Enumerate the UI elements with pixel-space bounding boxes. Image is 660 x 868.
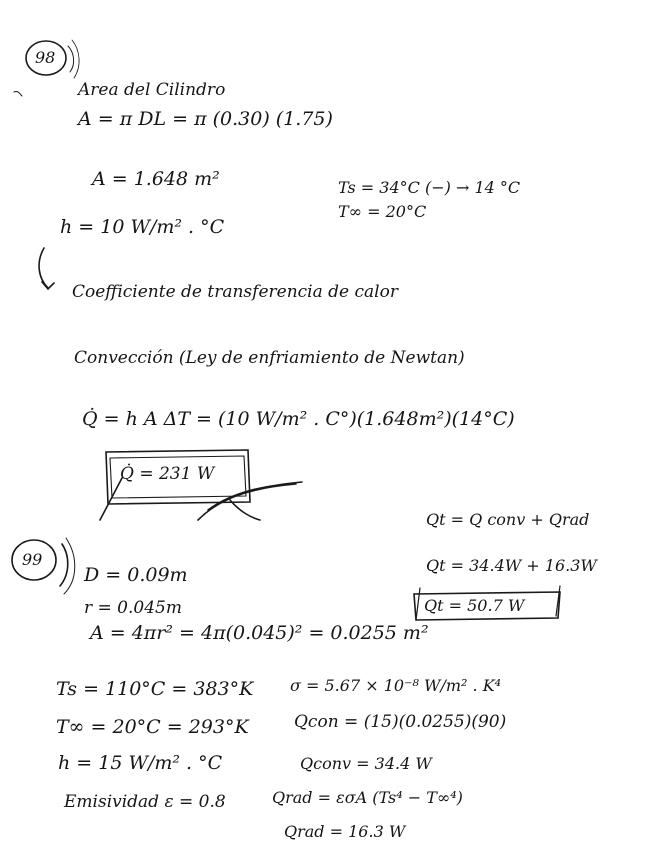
- q-result-98: Q̇ = 231 W: [120, 464, 215, 484]
- d-line: D = 0.09m: [84, 564, 188, 586]
- area-line-99: A = 4πr² = 4π(0.045)² = 0.0255 m²: [90, 622, 429, 644]
- area-formula: A = π DL = π (0.30) (1.75): [78, 108, 333, 130]
- h-line-98: h = 10 W/m² . °C: [60, 216, 225, 238]
- area-result: A = 1.648 m²: [92, 168, 220, 190]
- qcon-line: Qcon = (15)(0.0255)(90): [294, 712, 507, 732]
- tinf-line-98: T∞ = 20°C: [338, 202, 427, 221]
- convection-label: Convección (Ley de enfriamiento de Newtan): [74, 348, 465, 368]
- qconv-line: Qconv = 34.4 W: [300, 754, 432, 773]
- coef-label: Coefficiente de transferencia de calor: [72, 282, 398, 302]
- qt-formula: Qt = Q conv + Qrad: [426, 510, 590, 529]
- r-line: r = 0.045m: [84, 598, 182, 618]
- qt-result: Qt = 50.7 W: [424, 596, 525, 615]
- coef-arrow: [39, 248, 54, 289]
- emisividad-line: Emisividad ε = 0.8: [64, 792, 226, 812]
- tinf-line-99: T∞ = 20°C = 293°K: [56, 716, 249, 738]
- h-line-99: h = 15 W/m² . °C: [58, 752, 223, 774]
- qrad-formula: Qrad = εσA (Ts⁴ − T∞⁴): [272, 788, 463, 807]
- ts-line-99: Ts = 110°C = 383°K: [56, 678, 254, 700]
- problem-98-number: 98: [35, 48, 56, 67]
- ts-line-98: Ts = 34°C (−) → 14 °C: [338, 178, 521, 197]
- qrad-result: Qrad = 16.3 W: [284, 822, 406, 841]
- sigma-line: σ = 5.67 × 10⁻⁸ W/m² . K⁴: [290, 676, 502, 695]
- qt-values: Qt = 34.4W + 16.3W: [426, 556, 597, 575]
- problem-99-number: 99: [22, 550, 43, 569]
- q-equation: Q̇ = h A ΔT = (10 W/m² . C°)(1.648m²)(14°C): [82, 408, 515, 430]
- problem-98-heading: Area del Cilindro: [78, 80, 226, 100]
